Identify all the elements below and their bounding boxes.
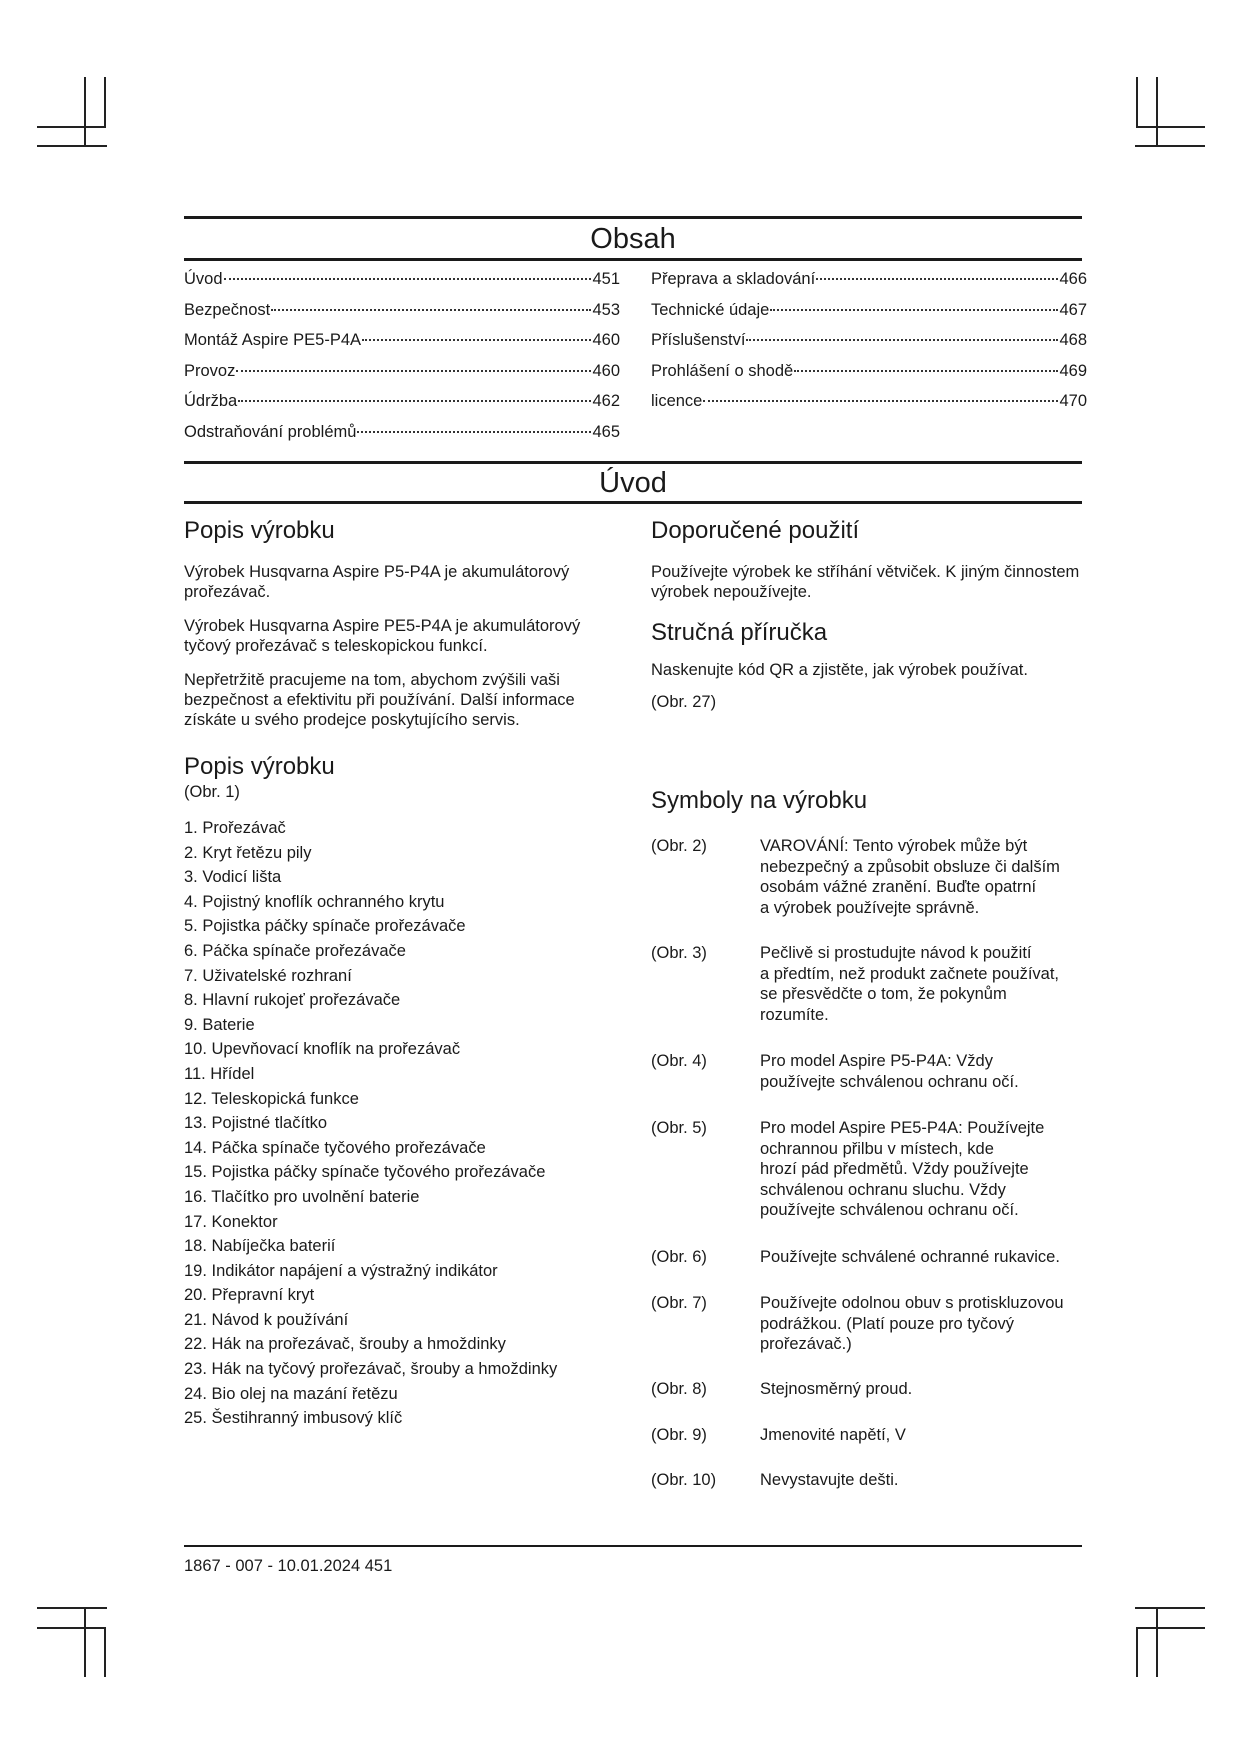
toc-entry[interactable] (651, 331, 1087, 362)
symbol-ref: (Obr. 2) (651, 837, 707, 855)
symbol-line: a výrobek používejte správně. (760, 898, 980, 917)
symbol-text (760, 943, 1083, 1025)
list-item: 18. Nabíječka baterií (184, 1237, 336, 1256)
toc-leader (770, 308, 1058, 311)
toc-entry[interactable] (184, 331, 620, 362)
crop-mark (84, 1607, 86, 1677)
symbol-row (651, 1051, 1083, 1092)
toc-leader (362, 338, 591, 341)
symbol-line: Stejnosměrný proud. (760, 1379, 913, 1398)
paragraph: Nepřetržitě pracujeme na tom, abychom zvýšili vaši bezpečnost a efektivitu při používání. Další informace získáte u svého prodejce poskytujícího servis. (184, 671, 575, 729)
figure-ref: (Obr. 27) (651, 693, 717, 711)
product-description-heading: Popis výrobku (184, 517, 335, 544)
toc-entry-page: 453 (592, 300, 620, 319)
toc-entry[interactable] (651, 392, 1087, 423)
toc-leader (357, 430, 591, 433)
symbol-line: ochrannou přilbu v místech, kde (760, 1139, 994, 1158)
toc-entry-title: Provoz (184, 361, 236, 380)
symbol-line: používejte schválenou ochranu očí. (760, 1201, 1019, 1219)
symbol-line: podrážkou. (Platí pouze pro tyčový (760, 1314, 1015, 1333)
symbol-text (760, 1247, 1083, 1268)
symbol-text (760, 836, 1083, 918)
paragraph: Naskenujte kód QR a zjistěte, jak výrobek používat. (651, 661, 1028, 679)
toc-entry[interactable] (184, 423, 620, 454)
crop-mark (1135, 1607, 1205, 1609)
toc-entry-page: 467 (1059, 300, 1087, 319)
crop-mark (84, 77, 86, 147)
symbol-row (651, 943, 1083, 1025)
toc-entry-page: 468 (1059, 331, 1087, 349)
list-item: 14. Páčka spínače tyčového prořezávače (184, 1138, 486, 1157)
toc-entry[interactable] (184, 362, 620, 393)
list-item: 25. Šestihranný imbusový klíč (184, 1409, 403, 1428)
toc-entry-title: Prohlášení o shodě (651, 361, 794, 380)
toc-left-column (184, 270, 620, 453)
list-item: 23. Hák na tyčový prořezávač, šrouby a hmoždinky (184, 1360, 558, 1379)
list-item: 5. Pojistka páčky spínače prořezávače (184, 917, 466, 936)
symbol-ref: (Obr. 5) (651, 1119, 707, 1137)
symbol-ref: (Obr. 10) (651, 1470, 717, 1489)
crop-mark (104, 77, 106, 127)
toc-leader (703, 399, 1058, 402)
crop-mark (1136, 1627, 1138, 1677)
list-item: 7. Uživatelské rozhraní (184, 966, 352, 985)
toc-entry-title: Montáž Aspire PE5-P4A (184, 331, 362, 349)
list-item: 10. Upevňovací knoflík na prořezávač (184, 1040, 461, 1059)
crop-mark (1156, 1607, 1158, 1677)
toc-entry-title: Přeprava a skladování (651, 270, 816, 288)
toc-title: Obsah (590, 223, 676, 255)
toc-leader (238, 399, 591, 402)
section-top-rule (184, 461, 1082, 464)
symbol-row (651, 836, 1083, 918)
toc-entry-page: 465 (592, 422, 620, 441)
list-item: 8. Hlavní rukojeť prořezávače (184, 991, 401, 1010)
crop-mark (1136, 77, 1138, 127)
paragraph: Výrobek Husqvarna Aspire PE5-P4A je akumulátorový tyčový prořezávač s teleskopickou funkcí. (184, 617, 581, 655)
toc-entry[interactable] (184, 301, 620, 332)
section-bottom-rule (184, 501, 1082, 504)
footer-rule (184, 1545, 1082, 1547)
symbol-ref: (Obr. 9) (651, 1426, 707, 1444)
symbol-line: Pro model Aspire P5-P4A: Vždy (760, 1052, 993, 1070)
toc-entry-page: 451 (592, 270, 620, 288)
symbol-line: se přesvědčte o tom, že pokynům (760, 985, 1007, 1003)
toc-entry-title: Příslušenství (651, 331, 746, 349)
toc-entry-page: 469 (1059, 361, 1087, 380)
symbol-line: Používejte odolnou obuv s protiskluzovou (760, 1294, 1064, 1312)
symbol-ref: (Obr. 7) (651, 1294, 707, 1312)
recommended-use-heading: Doporučené použití (651, 517, 860, 544)
list-item: 3. Vodicí lišta (184, 868, 282, 887)
list-item: 1. Prořezávač (184, 819, 286, 837)
symbol-line: Jmenovité napětí, V (760, 1426, 906, 1444)
parts-list (184, 816, 616, 1431)
list-item: 22. Hák na prořezávač, šrouby a hmoždinky (184, 1335, 506, 1354)
symbol-row (651, 1470, 1083, 1491)
toc-entry[interactable] (184, 270, 620, 301)
toc-bottom-rule (184, 258, 1082, 261)
symbol-row (651, 1293, 1083, 1355)
list-item: 2. Kryt řetězu pily (184, 843, 312, 862)
symbol-line: VAROVÁNÍ: Tento výrobek může být (760, 837, 1028, 855)
symbol-ref: (Obr. 3) (651, 944, 707, 962)
toc-leader (224, 277, 592, 280)
toc-entry-page: 460 (592, 361, 620, 380)
symbol-line: používejte schválenou ochranu očí. (760, 1072, 1019, 1091)
symbol-row (651, 1379, 1083, 1400)
list-item: 9. Baterie (184, 1015, 255, 1034)
toc-entry-title: Technické údaje (651, 300, 770, 319)
symbol-text (760, 1470, 1083, 1491)
figure-ref: (Obr. 1) (184, 783, 240, 801)
paragraph: Používejte výrobek ke stříhání větviček. K jiným činnostem výrobek nepoužívejte. (651, 563, 1080, 601)
symbol-text (760, 1379, 1083, 1400)
crop-mark (104, 1627, 106, 1677)
toc-entry-title: Odstraňování problémů (184, 422, 357, 441)
toc-entry-title: licence (651, 392, 703, 410)
toc-entry-title: Bezpečnost (184, 300, 271, 319)
symbol-text (760, 1051, 1083, 1092)
left-column (184, 516, 616, 1431)
list-item: 21. Návod k používání (184, 1310, 349, 1329)
crop-mark (1136, 1627, 1205, 1629)
symbol-ref: (Obr. 8) (651, 1379, 707, 1398)
toc-entry-page: 466 (1059, 270, 1087, 288)
symbol-line: a předtím, než produkt začnete používat, (760, 964, 1060, 983)
symbol-row (651, 1247, 1083, 1268)
symbol-line: Pečlivě si prostudujte návod k použití (760, 944, 1032, 962)
quick-guide-heading: Stručná příručka (651, 619, 828, 646)
toc-entry[interactable] (651, 362, 1087, 393)
symbol-row (651, 1425, 1083, 1446)
symbol-text (760, 1118, 1083, 1221)
toc-entry-page: 462 (592, 392, 620, 410)
toc-entry-title: Údržba (184, 392, 238, 410)
list-item: 6. Páčka spínače prořezávače (184, 941, 406, 960)
symbols-heading: Symboly na výrobku (651, 787, 868, 814)
page-footer: 1867 - 007 - 10.01.2024 451 (184, 1557, 393, 1575)
symbol-line: prořezávač.) (760, 1335, 852, 1353)
toc-leader (816, 277, 1058, 280)
list-item: 17. Konektor (184, 1212, 278, 1231)
right-column (651, 516, 1083, 1490)
symbol-line: hrozí pád předmětů. Vždy používejte (760, 1160, 1029, 1178)
symbol-ref: (Obr. 4) (651, 1052, 707, 1070)
list-item: 15. Pojistka páčky spínače tyčového prořezávače (184, 1163, 546, 1182)
toc-entry-page: 460 (592, 331, 620, 349)
list-item: 19. Indikátor napájení a výstražný indikátor (184, 1261, 498, 1280)
symbol-line: rozumíte. (760, 1005, 829, 1024)
toc-entry[interactable] (184, 392, 620, 423)
symbol-line: Používejte schválené ochranné rukavice. (760, 1247, 1060, 1266)
paragraph: Výrobek Husqvarna Aspire P5-P4A je akumulátorový prořezávač. (184, 563, 570, 601)
toc-leader (236, 369, 591, 372)
symbol-line: Pro model Aspire PE5-P4A: Používejte (760, 1119, 1045, 1137)
symbol-text (760, 1425, 1083, 1446)
product-description-heading-2: Popis výrobku (184, 753, 335, 780)
crop-mark (1135, 145, 1205, 147)
crop-mark (37, 1607, 107, 1609)
list-item: 13. Pojistné tlačítko (184, 1114, 328, 1133)
toc-entry[interactable] (651, 301, 1087, 332)
symbol-line: schválenou ochranu sluchu. Vždy (760, 1180, 1006, 1199)
crop-mark (1136, 126, 1205, 128)
symbol-line: Nevystavujte dešti. (760, 1470, 899, 1489)
symbol-row (651, 1118, 1083, 1221)
list-item: 24. Bio olej na mazání řetězu (184, 1384, 398, 1403)
symbol-ref: (Obr. 6) (651, 1247, 707, 1266)
crop-mark (37, 1627, 106, 1629)
toc-right-column (651, 270, 1087, 423)
list-item: 12. Teleskopická funkce (184, 1089, 359, 1108)
symbol-line: osobám vážné zranění. Buďte opatrní (760, 878, 1037, 896)
toc-entry[interactable] (651, 270, 1087, 301)
crop-mark (1156, 77, 1158, 147)
toc-entry-page: 470 (1059, 392, 1087, 410)
symbol-line: nebezpečný a způsobit obsluze či dalším (760, 857, 1060, 876)
list-item: 11. Hřídel (184, 1064, 255, 1083)
toc-entry-title: Úvod (184, 270, 223, 288)
list-item: 4. Pojistný knoflík ochranného krytu (184, 892, 445, 911)
crop-mark (37, 126, 106, 128)
toc-top-rule (184, 216, 1082, 219)
symbol-text (760, 1293, 1083, 1355)
toc-leader (794, 369, 1058, 372)
list-item: 20. Přepravní kryt (184, 1286, 315, 1305)
toc-leader (746, 338, 1058, 341)
toc-leader (271, 308, 591, 311)
crop-mark (37, 145, 107, 147)
section-title: Úvod (599, 467, 667, 499)
list-item: 16. Tlačítko pro uvolnění baterie (184, 1187, 420, 1206)
